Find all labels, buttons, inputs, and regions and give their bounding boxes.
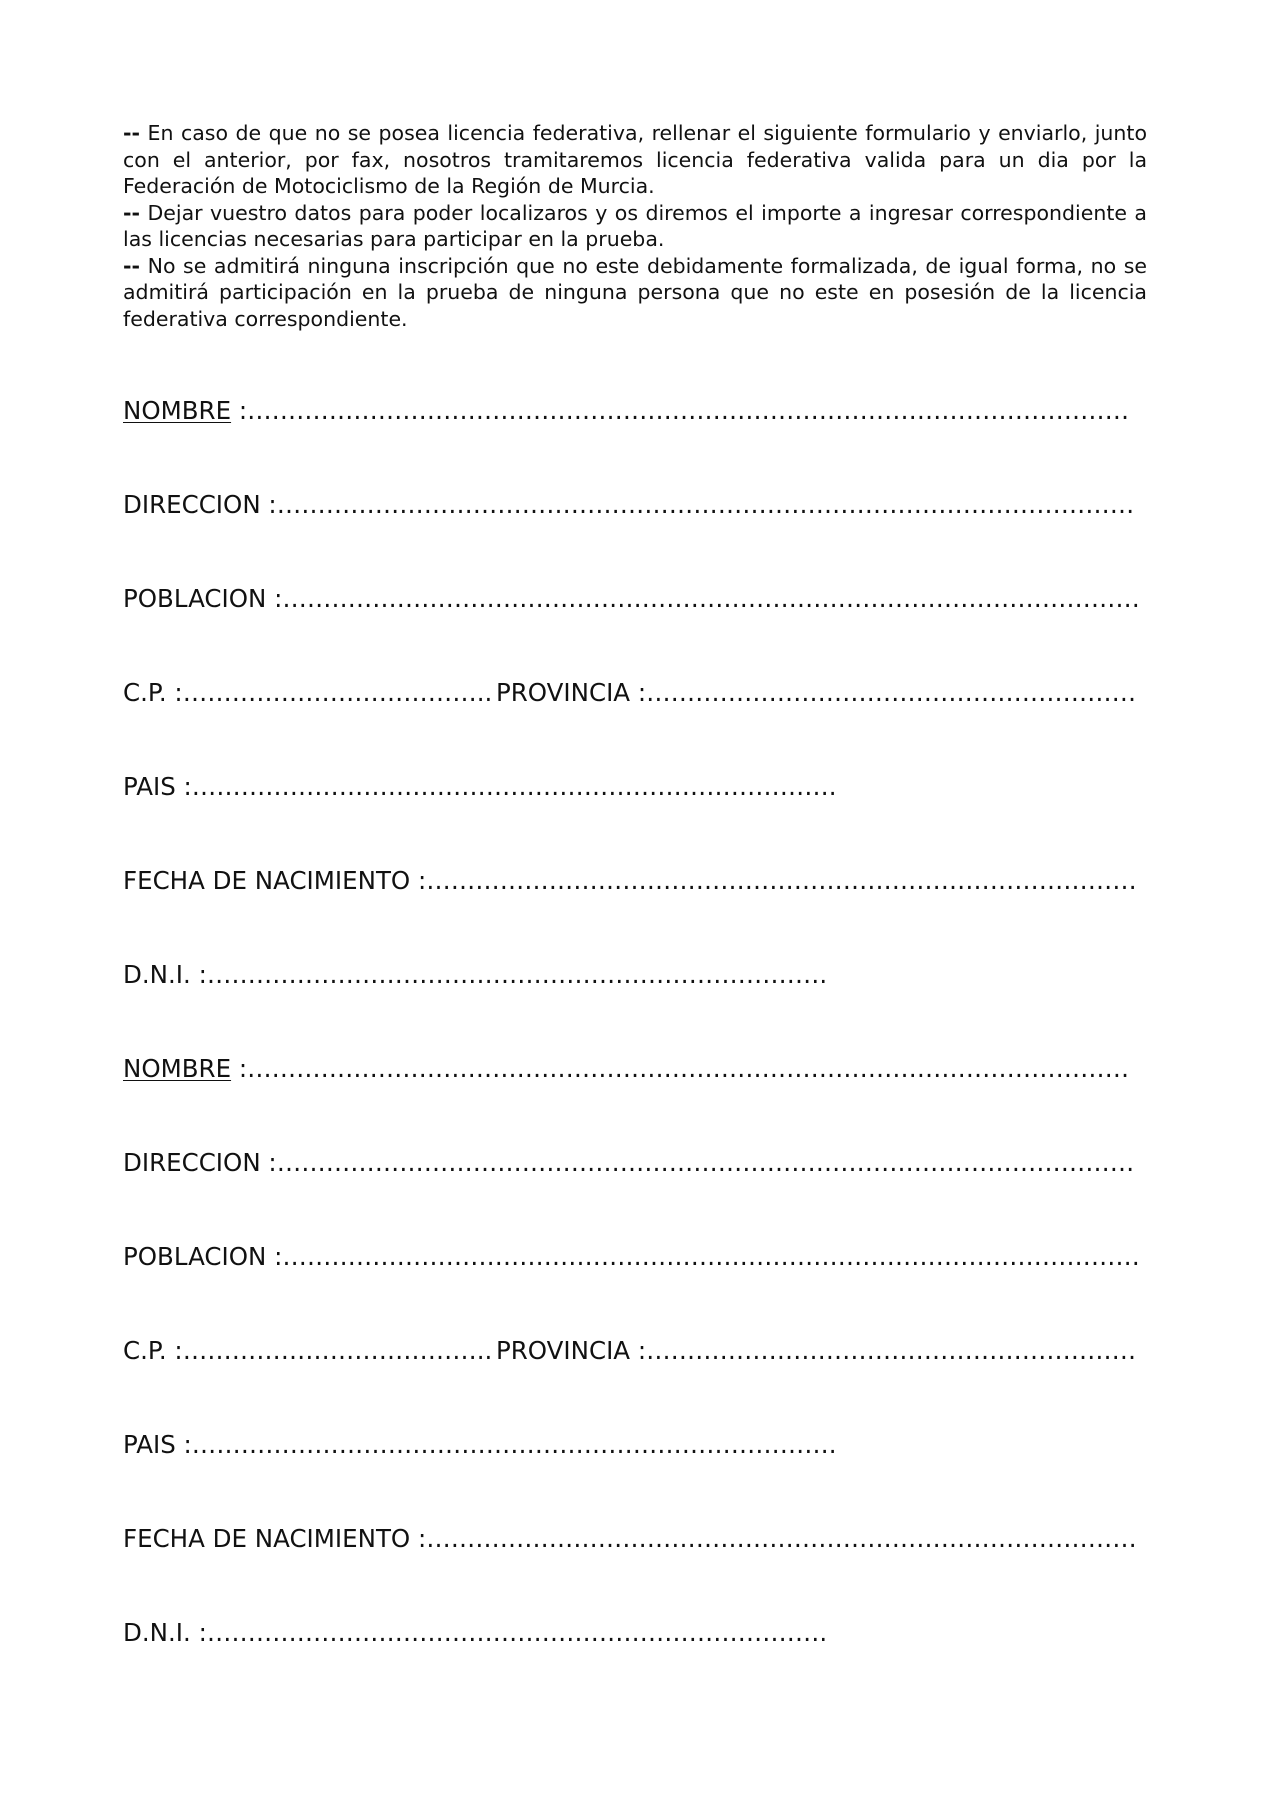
nombre-label: NOMBRE xyxy=(123,1054,232,1083)
cp-field[interactable] xyxy=(123,1336,492,1366)
direccion-label: DIRECCION : xyxy=(123,1148,277,1177)
poblacion-field[interactable] xyxy=(123,584,1140,614)
poblacion-blank: …………………………………………………………………………………………… xyxy=(282,584,1140,613)
fecha-nacimiento-field[interactable] xyxy=(123,1524,1137,1554)
cp-blank: ……………………………….. xyxy=(182,1336,493,1365)
bullet-dash: -- xyxy=(123,253,141,278)
nombre-separator: : xyxy=(231,1054,248,1083)
dni-field[interactable] xyxy=(123,960,827,990)
nombre-separator: : xyxy=(231,396,248,425)
fecha-nacimiento-label: FECHA DE NACIMIENTO : xyxy=(123,866,427,895)
cp-blank: ……………………………….. xyxy=(182,678,493,707)
direccion-blank: …………………………………………………………………………………………… xyxy=(276,490,1135,519)
dni-label: D.N.I. : xyxy=(123,1618,207,1647)
pais-field[interactable] xyxy=(123,1430,837,1460)
provincia-blank: …………………………………………………… xyxy=(646,1336,1137,1365)
direccion-label: DIRECCION : xyxy=(123,490,277,519)
intro-paragraph xyxy=(123,253,1147,333)
nombre-blank: ……………………………………………………………………………………………… xyxy=(247,396,1130,425)
dni-blank: …………………………………………………………………. xyxy=(206,1618,828,1647)
poblacion-label: POBLACION : xyxy=(123,584,283,613)
fecha-nacimiento-blank: …………………………………………………………………………… xyxy=(426,866,1137,895)
pais-blank: ……………………………………………………………………. xyxy=(191,772,837,801)
poblacion-field[interactable] xyxy=(123,1242,1140,1272)
paragraph-text: No se admitirá ninguna inscripción que no este debidamente formalizada, de igual forma, no se admitirá participación en la prueba de ninguna persona que no este en posesión de la licencia federativa correspondiente. xyxy=(123,253,1147,331)
provincia-label: PROVINCIA : xyxy=(496,678,647,707)
intro-paragraph xyxy=(123,200,1147,253)
nombre-field[interactable] xyxy=(123,1054,1129,1084)
direccion-field[interactable] xyxy=(123,1148,1134,1178)
paragraph-text: En caso de que no se posea licencia federativa, rellenar el siguiente formulario y enviarlo, junto con el anterior, por fax, nosotros tramitaremos licencia federativa valida para un dia por la Federación de Motociclismo de la Región de Murcia. xyxy=(123,121,1147,198)
cp-label: C.P. : xyxy=(123,1336,183,1365)
fecha-nacimiento-blank: …………………………………………………………………………… xyxy=(426,1524,1137,1553)
nombre-field[interactable] xyxy=(123,396,1129,426)
direccion-field[interactable] xyxy=(123,490,1134,520)
pais-label: PAIS : xyxy=(123,772,192,801)
provincia-label: PROVINCIA : xyxy=(496,1336,647,1365)
provincia-blank: …………………………………………………… xyxy=(646,678,1137,707)
nombre-blank: ……………………………………………………………………………………………… xyxy=(247,1054,1130,1083)
provincia-field[interactable] xyxy=(496,678,1136,708)
dni-blank: …………………………………………………………………. xyxy=(206,960,828,989)
pais-label: PAIS : xyxy=(123,1430,192,1459)
intro-text xyxy=(123,120,1147,332)
pais-blank: ……………………………………………………………………. xyxy=(191,1430,837,1459)
cp-field[interactable] xyxy=(123,678,492,708)
provincia-field[interactable] xyxy=(496,1336,1136,1366)
pais-field[interactable] xyxy=(123,772,837,802)
dni-label: D.N.I. : xyxy=(123,960,207,989)
poblacion-blank: …………………………………………………………………………………………… xyxy=(282,1242,1140,1271)
nombre-label: NOMBRE xyxy=(123,396,232,425)
intro-paragraph xyxy=(123,120,1147,200)
bullet-dash: -- xyxy=(123,121,141,145)
cp-label: C.P. : xyxy=(123,678,183,707)
fecha-nacimiento-field[interactable] xyxy=(123,866,1137,896)
poblacion-label: POBLACION : xyxy=(123,1242,283,1271)
direccion-blank: …………………………………………………………………………………………… xyxy=(276,1148,1135,1177)
dni-field[interactable] xyxy=(123,1618,827,1648)
bullet-dash: -- xyxy=(123,200,141,225)
paragraph-text: Dejar vuestro datos para poder localizaros y os diremos el importe a ingresar correspondiente a las licencias necesarias para participar en la prueba. xyxy=(123,200,1147,251)
fecha-nacimiento-label: FECHA DE NACIMIENTO : xyxy=(123,1524,427,1553)
